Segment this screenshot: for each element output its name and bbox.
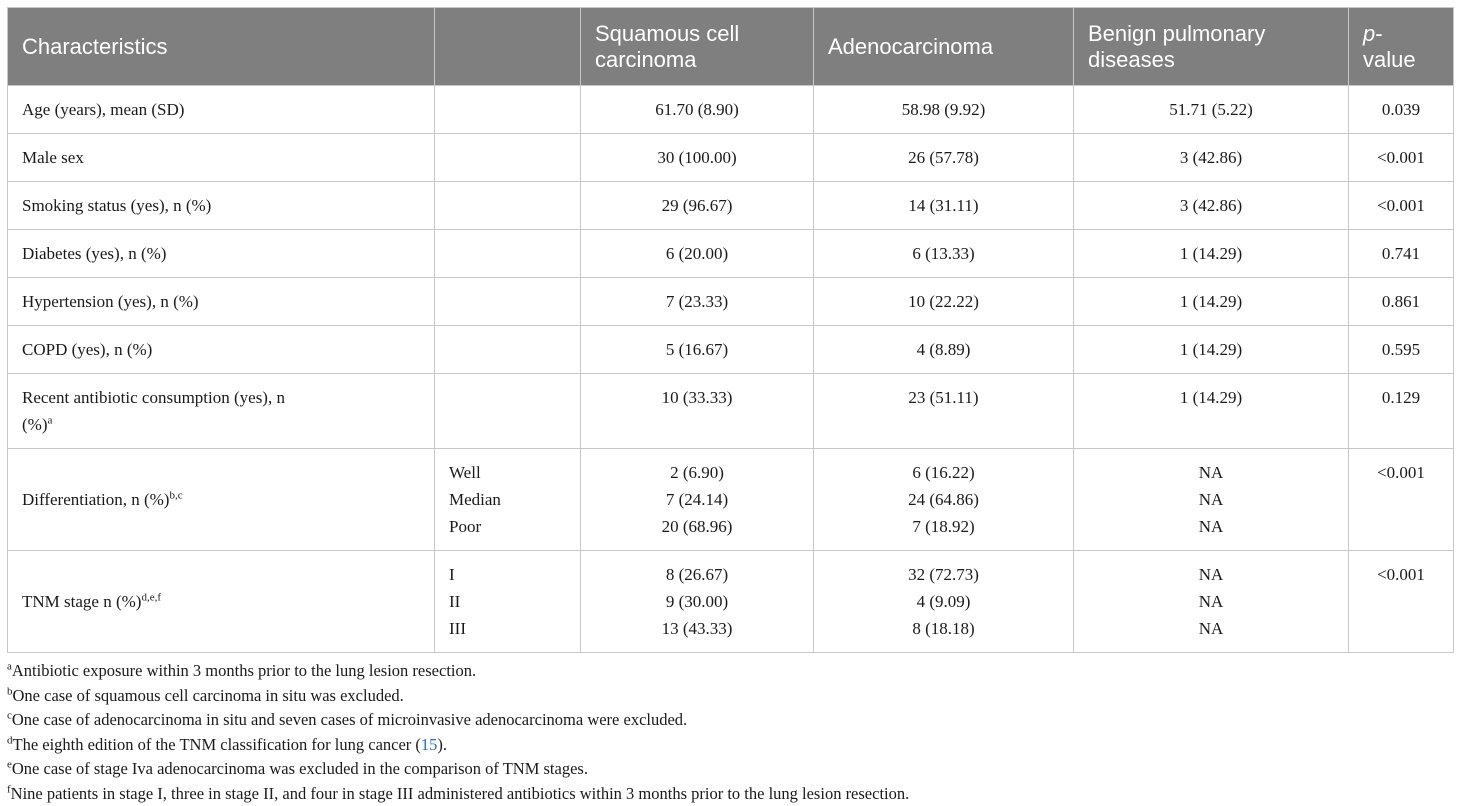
- row-label: Male sex: [8, 134, 435, 182]
- cell-subcategories: Well Median Poor: [435, 449, 581, 551]
- cell-benign: 3 (42.86): [1074, 134, 1349, 182]
- cell-scc: 29 (96.67): [581, 182, 814, 230]
- table-row-antibiotic: [8, 374, 1454, 449]
- header-adenocarcinoma: Adenocarcinoma: [814, 8, 1074, 86]
- cell-adeno: 10 (22.22): [814, 278, 1074, 326]
- cell-adeno: 4 (8.89): [814, 326, 1074, 374]
- cell-benign: NA NA NA: [1074, 449, 1349, 551]
- cell-scc: 2 (6.90) 7 (24.14) 20 (68.96): [581, 449, 814, 551]
- cell-p: <0.001: [1349, 134, 1454, 182]
- table-row-tnm: [8, 551, 1454, 653]
- characteristics-table: [7, 7, 1454, 653]
- cell-adeno: 23 (51.11): [814, 374, 1074, 449]
- table-header-row: [8, 8, 1454, 86]
- cell-p: <0.001: [1349, 182, 1454, 230]
- table-footnotes: [7, 659, 1453, 806]
- table-row: [8, 278, 1454, 326]
- row-label: Differentiation, n (%)$^{b,c}$: [8, 449, 435, 551]
- cell-p: <0.001: [1349, 551, 1454, 653]
- table-row: [8, 86, 1454, 134]
- cell-adeno: 26 (57.78): [814, 134, 1074, 182]
- table-figure: [7, 7, 1453, 806]
- row-label: Age (years), mean (SD): [8, 86, 435, 134]
- footnote: $^b$One case of squamous cell carcinoma in situ was excluded.: [7, 684, 1453, 709]
- cell-p: 0.861: [1349, 278, 1454, 326]
- cell-p: 0.741: [1349, 230, 1454, 278]
- row-label: Smoking status (yes), n (%): [8, 182, 435, 230]
- row-label: COPD (yes), n (%): [8, 326, 435, 374]
- cell-scc: 10 (33.33): [581, 374, 814, 449]
- cell-adeno: 6 (16.22) 24 (64.86) 7 (18.92): [814, 449, 1074, 551]
- cell-benign: 51.71 (5.22): [1074, 86, 1349, 134]
- header-benign: Benign pulmonary diseases: [1074, 8, 1349, 86]
- cell-p: 0.129: [1349, 374, 1454, 449]
- cell-p: 0.039: [1349, 86, 1454, 134]
- row-label: TNM stage n (%)$^{d,e,f}$: [8, 551, 435, 653]
- table-row-differentiation: [8, 449, 1454, 551]
- footnote: $^a$Antibiotic exposure within 3 months prior to the lung lesion resection.: [7, 659, 1453, 684]
- header-characteristics: Characteristics: [8, 8, 435, 86]
- table-row: [8, 230, 1454, 278]
- table-row: [8, 326, 1454, 374]
- cell-benign: 1 (14.29): [1074, 374, 1349, 449]
- row-label: Diabetes (yes), n (%): [8, 230, 435, 278]
- header-p-value: p- value: [1349, 8, 1454, 86]
- cell-adeno: 14 (31.11): [814, 182, 1074, 230]
- reference-link[interactable]: 15: [421, 735, 438, 754]
- header-squamous: Squamous cell carcinoma: [581, 8, 814, 86]
- cell-scc: 7 (23.33): [581, 278, 814, 326]
- cell-scc: 6 (20.00): [581, 230, 814, 278]
- cell-benign: 3 (42.86): [1074, 182, 1349, 230]
- footnote: $^d$The eighth edition of the TNM classification for lung cancer (15).: [7, 733, 1453, 758]
- cell-benign: 1 (14.29): [1074, 326, 1349, 374]
- cell-adeno: 32 (72.73) 4 (9.09) 8 (18.18): [814, 551, 1074, 653]
- cell-benign: 1 (14.29): [1074, 278, 1349, 326]
- cell-benign: 1 (14.29): [1074, 230, 1349, 278]
- cell-benign: NA NA NA: [1074, 551, 1349, 653]
- cell-scc: 8 (26.67) 9 (30.00) 13 (43.33): [581, 551, 814, 653]
- cell-scc: 61.70 (8.90): [581, 86, 814, 134]
- header-subcategory: [435, 8, 581, 86]
- table-row: [8, 182, 1454, 230]
- table-row: [8, 134, 1454, 182]
- cell-scc: 30 (100.00): [581, 134, 814, 182]
- cell-scc: 5 (16.67): [581, 326, 814, 374]
- cell-subcategories: I II III: [435, 551, 581, 653]
- cell-adeno: 6 (13.33): [814, 230, 1074, 278]
- cell-adeno: 58.98 (9.92): [814, 86, 1074, 134]
- row-label: Hypertension (yes), n (%): [8, 278, 435, 326]
- row-label: Recent antibiotic consumption (yes), n (%)$^a$: [8, 374, 435, 449]
- cell-p: 0.595: [1349, 326, 1454, 374]
- footnote: $^e$One case of stage Iva adenocarcinoma was excluded in the comparison of TNM stages.: [7, 757, 1453, 782]
- footnote: $^c$One case of adenocarcinoma in situ and seven cases of microinvasive adenocarcinoma were excluded.: [7, 708, 1453, 733]
- footnote: $^f$Nine patients in stage I, three in stage II, and four in stage III administered antibiotics within 3 months prior to the lung lesion resection.: [7, 782, 1453, 806]
- cell-p: <0.001: [1349, 449, 1454, 551]
